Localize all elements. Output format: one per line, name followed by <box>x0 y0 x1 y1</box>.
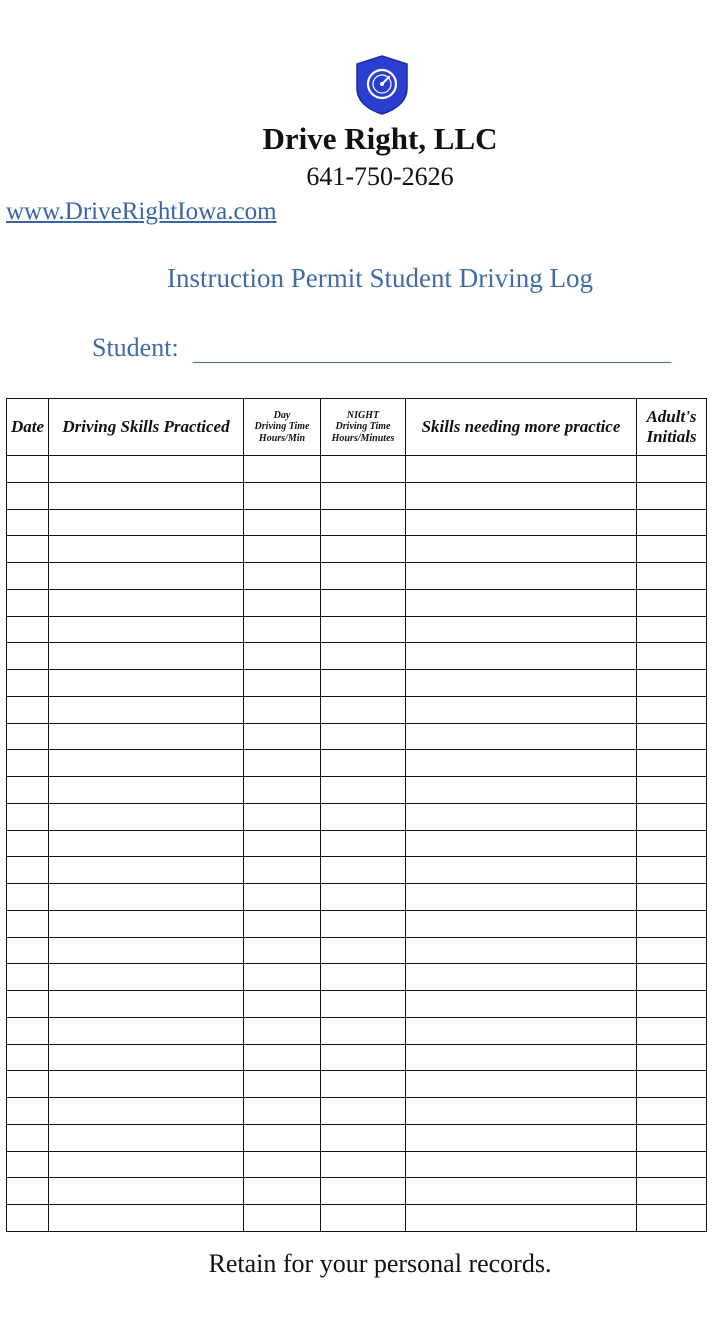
skills-practiced-cell[interactable] <box>49 670 244 697</box>
date-cell[interactable] <box>7 1017 49 1044</box>
skills-practiced-cell[interactable] <box>49 1124 244 1151</box>
night-time-cell[interactable] <box>321 857 406 884</box>
date-cell[interactable] <box>7 750 49 777</box>
night-time-cell[interactable] <box>321 1178 406 1205</box>
date-cell[interactable] <box>7 964 49 991</box>
night-time-cell[interactable] <box>321 616 406 643</box>
skills-practiced-cell[interactable] <box>49 643 244 670</box>
day-time-cell[interactable] <box>244 482 321 509</box>
table-row <box>7 884 707 911</box>
adult-initials-cell[interactable] <box>637 670 707 697</box>
table-row <box>7 1205 707 1232</box>
table-row <box>7 803 707 830</box>
adult-initials-cell[interactable] <box>637 563 707 590</box>
skills-needing-practice-cell[interactable] <box>406 509 637 536</box>
col-header-skills-needing-practice: Skills needing more practice <box>406 399 637 456</box>
skills-needing-practice-cell[interactable] <box>406 803 637 830</box>
day-time-cell[interactable] <box>244 830 321 857</box>
table-row <box>7 536 707 563</box>
col-header-day-time <box>244 399 321 456</box>
skills-practiced-cell[interactable] <box>49 563 244 590</box>
adult-initials-cell[interactable] <box>637 1017 707 1044</box>
table-row <box>7 1044 707 1071</box>
skills-practiced-cell[interactable] <box>49 937 244 964</box>
date-cell[interactable] <box>7 643 49 670</box>
date-cell[interactable] <box>7 910 49 937</box>
day-time-cell[interactable] <box>244 937 321 964</box>
date-cell[interactable] <box>7 670 49 697</box>
adult-initials-cell[interactable] <box>637 1071 707 1098</box>
skills-practiced-cell[interactable] <box>49 616 244 643</box>
night-time-cell[interactable] <box>321 589 406 616</box>
adult-initials-cell[interactable] <box>637 937 707 964</box>
skills-needing-practice-cell[interactable] <box>406 643 637 670</box>
adult-initials-cell[interactable] <box>637 482 707 509</box>
table-row <box>7 991 707 1018</box>
table-row <box>7 563 707 590</box>
skills-needing-practice-cell[interactable] <box>406 482 637 509</box>
skills-practiced-cell[interactable] <box>49 750 244 777</box>
skills-needing-practice-cell[interactable] <box>406 1124 637 1151</box>
skills-needing-practice-cell[interactable] <box>406 616 637 643</box>
skills-needing-practice-cell[interactable] <box>406 1178 637 1205</box>
date-cell[interactable] <box>7 536 49 563</box>
day-time-cell[interactable] <box>244 1178 321 1205</box>
skills-practiced-cell[interactable] <box>49 991 244 1018</box>
night-time-cell[interactable] <box>321 1205 406 1232</box>
night-time-cell[interactable] <box>321 1017 406 1044</box>
adult-initials-cell[interactable] <box>637 884 707 911</box>
date-cell[interactable] <box>7 723 49 750</box>
day-time-cell[interactable] <box>244 1098 321 1125</box>
day-time-cell[interactable] <box>244 857 321 884</box>
skills-needing-practice-cell[interactable] <box>406 884 637 911</box>
skills-practiced-cell[interactable] <box>49 509 244 536</box>
table-row <box>7 1071 707 1098</box>
adult-initials-cell[interactable] <box>637 1044 707 1071</box>
skills-needing-practice-cell[interactable] <box>406 723 637 750</box>
skills-needing-practice-cell[interactable] <box>406 1151 637 1178</box>
skills-practiced-cell[interactable] <box>49 589 244 616</box>
date-cell[interactable] <box>7 616 49 643</box>
day-time-cell[interactable] <box>244 589 321 616</box>
day-time-cell[interactable] <box>244 1044 321 1071</box>
date-cell[interactable] <box>7 884 49 911</box>
night-time-cell[interactable] <box>321 964 406 991</box>
day-time-cell[interactable] <box>244 1071 321 1098</box>
adult-initials-cell[interactable] <box>637 1205 707 1232</box>
col-header-night-line2: Driving Time <box>335 421 391 433</box>
skills-practiced-cell[interactable] <box>49 482 244 509</box>
company-phone: 641-750-2626 <box>306 162 454 191</box>
col-header-adult-initials <box>637 399 707 456</box>
table-row <box>7 777 707 804</box>
table-row <box>7 750 707 777</box>
day-time-cell[interactable] <box>244 723 321 750</box>
skills-needing-practice-cell[interactable] <box>406 563 637 590</box>
table-row <box>7 616 707 643</box>
col-header-night-time <box>321 399 406 456</box>
day-time-cell[interactable] <box>244 1205 321 1232</box>
skills-practiced-cell[interactable] <box>49 1044 244 1071</box>
skills-practiced-cell[interactable] <box>49 777 244 804</box>
day-time-cell[interactable] <box>244 1151 321 1178</box>
website-link[interactable]: www.DriveRightIowa.com <box>6 198 277 225</box>
table-row <box>7 1151 707 1178</box>
day-time-cell[interactable] <box>244 884 321 911</box>
night-time-cell[interactable] <box>321 1071 406 1098</box>
date-cell[interactable] <box>7 1178 49 1205</box>
date-cell[interactable] <box>7 1205 49 1232</box>
table-row <box>7 1098 707 1125</box>
night-time-cell[interactable] <box>321 777 406 804</box>
table-row <box>7 1124 707 1151</box>
date-cell[interactable] <box>7 803 49 830</box>
skills-needing-practice-cell[interactable] <box>406 696 637 723</box>
night-time-cell[interactable] <box>321 750 406 777</box>
night-time-cell[interactable] <box>321 456 406 483</box>
skills-practiced-cell[interactable] <box>49 1151 244 1178</box>
skills-practiced-cell[interactable] <box>49 536 244 563</box>
skills-practiced-cell[interactable] <box>49 1178 244 1205</box>
form-title: Instruction Permit Student Driving Log <box>167 263 593 293</box>
skills-needing-practice-cell[interactable] <box>406 937 637 964</box>
skills-needing-practice-cell[interactable] <box>406 964 637 991</box>
day-time-cell[interactable] <box>244 670 321 697</box>
skills-practiced-cell[interactable] <box>49 456 244 483</box>
night-time-cell[interactable] <box>321 991 406 1018</box>
day-time-cell[interactable] <box>244 616 321 643</box>
date-cell[interactable] <box>7 696 49 723</box>
adult-initials-cell[interactable] <box>637 964 707 991</box>
adult-initials-cell[interactable] <box>637 1151 707 1178</box>
skills-practiced-cell[interactable] <box>49 964 244 991</box>
adult-initials-cell[interactable] <box>637 643 707 670</box>
adult-initials-cell[interactable] <box>637 1178 707 1205</box>
night-time-cell[interactable] <box>321 830 406 857</box>
skills-needing-practice-cell[interactable] <box>406 1071 637 1098</box>
night-time-cell[interactable] <box>321 536 406 563</box>
night-time-cell[interactable] <box>321 1124 406 1151</box>
date-cell[interactable] <box>7 509 49 536</box>
day-time-cell[interactable] <box>244 563 321 590</box>
skills-practiced-cell[interactable] <box>49 1205 244 1232</box>
col-header-adult-line1: Adult's <box>646 407 697 427</box>
night-time-cell[interactable] <box>321 937 406 964</box>
skills-needing-practice-cell[interactable] <box>406 670 637 697</box>
date-cell[interactable] <box>7 991 49 1018</box>
adult-initials-cell[interactable] <box>637 1098 707 1125</box>
date-cell[interactable] <box>7 857 49 884</box>
driving-log-table <box>6 398 707 1232</box>
day-time-cell[interactable] <box>244 696 321 723</box>
night-time-cell[interactable] <box>321 670 406 697</box>
adult-initials-cell[interactable] <box>637 536 707 563</box>
col-header-day-line3: Hours/Min <box>258 432 306 444</box>
night-time-cell[interactable] <box>321 643 406 670</box>
skills-practiced-cell[interactable] <box>49 803 244 830</box>
col-header-night-line3: Hours/Minutes <box>331 432 395 444</box>
skills-needing-practice-cell[interactable] <box>406 536 637 563</box>
adult-initials-cell[interactable] <box>637 616 707 643</box>
night-time-cell[interactable] <box>321 1151 406 1178</box>
skills-needing-practice-cell[interactable] <box>406 991 637 1018</box>
footer-note: Retain for your personal records. <box>208 1249 552 1278</box>
day-time-cell[interactable] <box>244 509 321 536</box>
table-row <box>7 1178 707 1205</box>
day-time-cell[interactable] <box>244 456 321 483</box>
skills-practiced-cell[interactable] <box>49 884 244 911</box>
date-cell[interactable] <box>7 937 49 964</box>
skills-needing-practice-cell[interactable] <box>406 456 637 483</box>
skills-practiced-cell[interactable] <box>49 1071 244 1098</box>
col-header-skills-practiced: Driving Skills Practiced <box>49 399 244 456</box>
table-row <box>7 670 707 697</box>
day-time-cell[interactable] <box>244 777 321 804</box>
night-time-cell[interactable] <box>321 910 406 937</box>
adult-initials-cell[interactable] <box>637 456 707 483</box>
date-cell[interactable] <box>7 1151 49 1178</box>
skills-needing-practice-cell[interactable] <box>406 830 637 857</box>
col-header-day-line1: Day <box>273 409 291 421</box>
night-time-cell[interactable] <box>321 509 406 536</box>
student-name-field[interactable] <box>193 362 671 363</box>
table-row <box>7 857 707 884</box>
skills-needing-practice-cell[interactable] <box>406 750 637 777</box>
table-row <box>7 964 707 991</box>
skills-needing-practice-cell[interactable] <box>406 857 637 884</box>
date-cell[interactable] <box>7 777 49 804</box>
night-time-cell[interactable] <box>321 696 406 723</box>
day-time-cell[interactable] <box>244 750 321 777</box>
adult-initials-cell[interactable] <box>637 830 707 857</box>
day-time-cell[interactable] <box>244 536 321 563</box>
col-header-adult-line2: Initials <box>646 427 697 446</box>
skills-practiced-cell[interactable] <box>49 696 244 723</box>
night-time-cell[interactable] <box>321 1044 406 1071</box>
table-header-row <box>7 399 707 456</box>
date-cell[interactable] <box>7 563 49 590</box>
adult-initials-cell[interactable] <box>637 723 707 750</box>
student-label: Student: <box>92 333 179 362</box>
table-row <box>7 482 707 509</box>
col-header-night-line1: NIGHT <box>346 409 380 421</box>
col-header-date: Date <box>7 399 49 456</box>
skills-practiced-cell[interactable] <box>49 1098 244 1125</box>
adult-initials-cell[interactable] <box>637 777 707 804</box>
table-row <box>7 589 707 616</box>
adult-initials-cell[interactable] <box>637 803 707 830</box>
day-time-cell[interactable] <box>244 964 321 991</box>
adult-initials-cell[interactable] <box>637 750 707 777</box>
skills-practiced-cell[interactable] <box>49 723 244 750</box>
night-time-cell[interactable] <box>321 884 406 911</box>
day-time-cell[interactable] <box>244 1124 321 1151</box>
skills-practiced-cell[interactable] <box>49 830 244 857</box>
table-row <box>7 643 707 670</box>
table-row <box>7 509 707 536</box>
night-time-cell[interactable] <box>321 723 406 750</box>
skills-needing-practice-cell[interactable] <box>406 1044 637 1071</box>
date-cell[interactable] <box>7 1044 49 1071</box>
table-row <box>7 937 707 964</box>
date-cell[interactable] <box>7 456 49 483</box>
skills-practiced-cell[interactable] <box>49 1017 244 1044</box>
table-row <box>7 1017 707 1044</box>
date-cell[interactable] <box>7 482 49 509</box>
skills-practiced-cell[interactable] <box>49 857 244 884</box>
shield-speedometer-icon <box>353 54 411 116</box>
skills-practiced-cell[interactable] <box>49 910 244 937</box>
skills-needing-practice-cell[interactable] <box>406 1098 637 1125</box>
table-row <box>7 456 707 483</box>
table-row <box>7 910 707 937</box>
skills-needing-practice-cell[interactable] <box>406 1017 637 1044</box>
skills-needing-practice-cell[interactable] <box>406 1205 637 1232</box>
day-time-cell[interactable] <box>244 643 321 670</box>
skills-needing-practice-cell[interactable] <box>406 777 637 804</box>
table-row <box>7 830 707 857</box>
day-time-cell[interactable] <box>244 991 321 1018</box>
table-row <box>7 723 707 750</box>
adult-initials-cell[interactable] <box>637 991 707 1018</box>
adult-initials-cell[interactable] <box>637 857 707 884</box>
adult-initials-cell[interactable] <box>637 1124 707 1151</box>
night-time-cell[interactable] <box>321 1098 406 1125</box>
adult-initials-cell[interactable] <box>637 910 707 937</box>
date-cell[interactable] <box>7 1124 49 1151</box>
day-time-cell[interactable] <box>244 803 321 830</box>
log-table-body <box>7 456 707 1232</box>
skills-needing-practice-cell[interactable] <box>406 910 637 937</box>
adult-initials-cell[interactable] <box>637 589 707 616</box>
date-cell[interactable] <box>7 589 49 616</box>
col-header-day-line2: Driving Time <box>254 421 310 433</box>
company-name: Drive Right, LLC <box>262 121 498 156</box>
date-cell[interactable] <box>7 1071 49 1098</box>
day-time-cell[interactable] <box>244 1017 321 1044</box>
day-time-cell[interactable] <box>244 910 321 937</box>
date-cell[interactable] <box>7 830 49 857</box>
table-row <box>7 696 707 723</box>
skills-needing-practice-cell[interactable] <box>406 589 637 616</box>
night-time-cell[interactable] <box>321 563 406 590</box>
night-time-cell[interactable] <box>321 803 406 830</box>
adult-initials-cell[interactable] <box>637 509 707 536</box>
adult-initials-cell[interactable] <box>637 696 707 723</box>
date-cell[interactable] <box>7 1098 49 1125</box>
night-time-cell[interactable] <box>321 482 406 509</box>
